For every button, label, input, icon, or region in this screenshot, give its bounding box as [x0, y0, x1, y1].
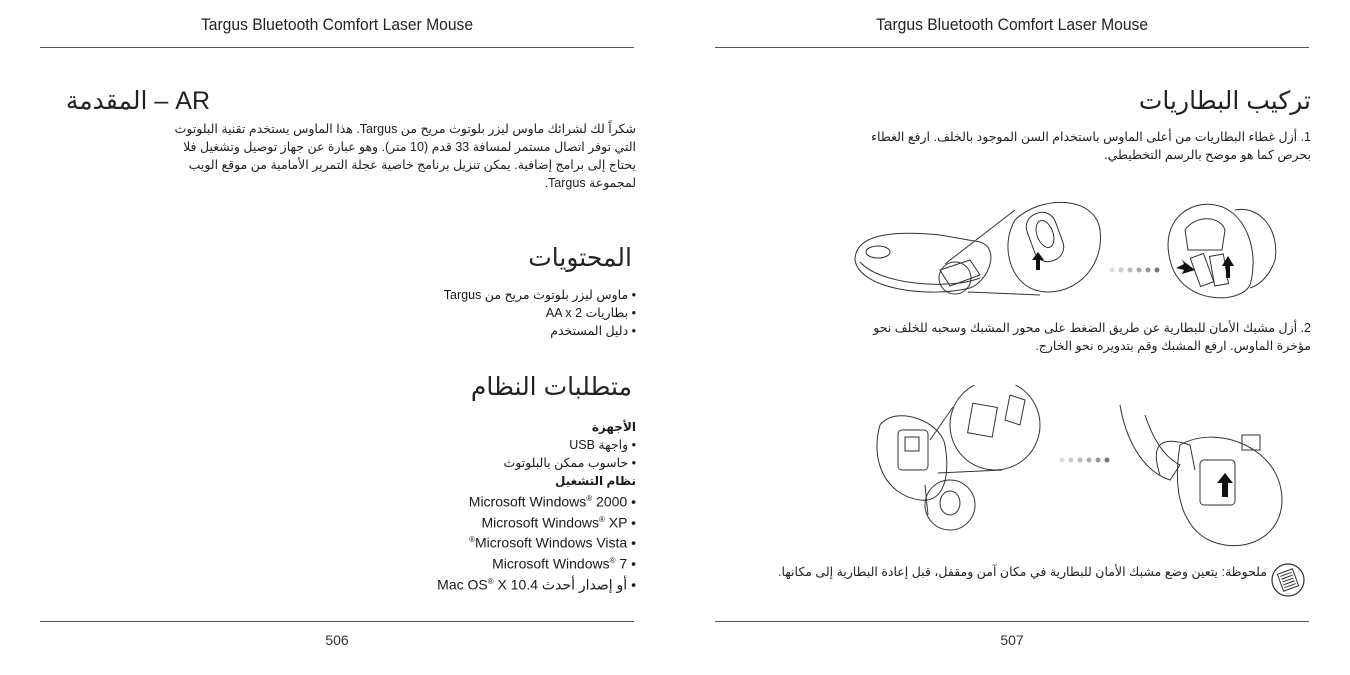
- transition-dots: [1060, 458, 1110, 463]
- battery-heading: تركيب البطاريات: [1138, 87, 1311, 115]
- list-item: ®Microsoft Windows Vista •: [469, 534, 636, 551]
- list-item: Mac OS® X 10.4 أو إصدار أحدث •: [437, 576, 636, 593]
- contents-heading: المحتويات: [528, 244, 632, 272]
- intro-heading: AR – المقدمة: [65, 87, 210, 115]
- list-item: Microsoft Windows® 2000 •: [468, 493, 636, 510]
- page-number: 507: [1000, 632, 1024, 648]
- transition-dots: [1110, 268, 1160, 273]
- footer-rule: [715, 621, 1309, 622]
- safety-clip-illustration: [850, 385, 1310, 555]
- list-item: • حاسوب ممكن بالبلوتوث: [370, 454, 636, 472]
- step-1-text: 1. أزل غطاء البطاريات من أعلى الماوس باستخدام السن الموجود بالخلف. ارفع الغطاء بحرص كما هو موضح بالرسم التخطيطي.: [871, 130, 1311, 162]
- list-item: • ماوس ليزر بلوتوث مريح من Targus: [370, 286, 636, 304]
- list-item: Microsoft Windows® XP •: [481, 514, 636, 531]
- hardware-list: [370, 436, 636, 472]
- system-requirements: [370, 418, 636, 593]
- list-item: • دليل المستخدم: [370, 322, 636, 340]
- os-list: [370, 490, 636, 593]
- left-page: [40, 0, 634, 675]
- note-text: ملحوظة: يتعين وضع مشبك الأمان للبطارية في مكان آمن ومقفل، قبل إعادة البطارية إلى مكانها.: [778, 565, 1267, 579]
- intro-paragraph: شكراً لك لشرائك ماوس ليزر بلوتوث مريح من Targus. هذا الماوس يستخدم تقنية البلوتوث التي توفر اتصال مستمر لمسافة 33 قدم (10 متر). وهو عبارة عن جهاز توصيل وتشغيل فلا يحتاج إلى برامج إضافية. يمكن تنزيل برنامج خاصية عجلة التمرير الأمامية من موقع الويب لمجموعة Targus.: [174, 122, 636, 190]
- list-item: • بطاريات 2 AA x: [370, 304, 636, 322]
- list-item: • واجهة USB: [370, 436, 636, 454]
- os-label: نظام التشغيل: [555, 474, 636, 488]
- note-icon: [1270, 562, 1306, 598]
- header-rule: [715, 47, 1309, 48]
- contents-list: [370, 286, 636, 340]
- list-item: Microsoft Windows® 7 •: [492, 555, 636, 572]
- running-head: Targus Bluetooth Comfort Laser Mouse: [875, 15, 1149, 34]
- running-head: Targus Bluetooth Comfort Laser Mouse: [200, 15, 474, 34]
- header-rule: [40, 47, 634, 48]
- step-2-text: 2. أزل مشبك الأمان للبطارية عن طريق الضغط على محور المشبك وسحبه للخلف نحو مؤخرة الماوس. ارفع المشبك وقم بتدويره نحو الخارج.: [873, 321, 1311, 353]
- hardware-label: الأجهزة: [591, 420, 636, 434]
- footer-rule: [40, 621, 634, 622]
- right-page: [715, 0, 1309, 675]
- system-heading: متطلبات النظام: [470, 373, 632, 401]
- battery-cover-illustration: [850, 190, 1310, 310]
- page-number: 506: [325, 632, 349, 648]
